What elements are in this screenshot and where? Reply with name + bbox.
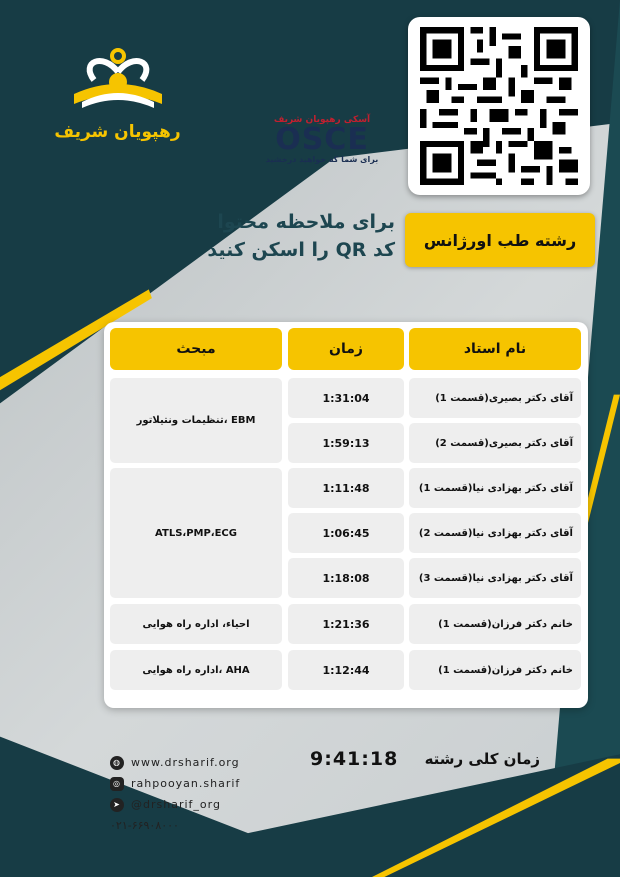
contact-info <box>110 752 270 836</box>
contact-phone[interactable] <box>110 815 270 836</box>
contact-telegram[interactable] <box>110 794 270 815</box>
table-row-time: 1:59:13 <box>288 423 404 463</box>
table-topic-cell: EBM ،تنظیمات ونتیلاتور <box>110 378 282 463</box>
telegram-text: @drsharif_org <box>131 798 221 811</box>
total-time-label: زمان کلی رشته <box>424 750 540 768</box>
website-text: www.drsharif.org <box>131 756 240 769</box>
table-row-instructor: آقای دکتر بصیری(قسمت 1) <box>409 378 581 418</box>
table-topic-cell: AHA ،اداره راه هوایی <box>110 650 282 690</box>
contact-instagram[interactable] <box>110 773 270 794</box>
phone-text: ۰۲۱-۶۶۹۰۸۰۰۰ <box>110 819 179 832</box>
scan-instruction <box>175 208 395 264</box>
field-title: رشته طب اورژانس <box>405 213 595 267</box>
osce-logo <box>246 115 398 164</box>
table-row-time: 1:11:48 <box>288 468 404 508</box>
table-row-instructor: آقای دکتر بهزادی نیا(قسمت 1) <box>409 468 581 508</box>
table-row-instructor: آقای دکتر بهزادی نیا(قسمت 3) <box>409 558 581 598</box>
table-row-time: 1:18:08 <box>288 558 404 598</box>
table-row-instructor: آقای دکتر بصیری(قسمت 2) <box>409 423 581 463</box>
logo-text: رهپویان شریف <box>54 122 181 142</box>
table-row-time: 1:31:04 <box>288 378 404 418</box>
header-time: زمان <box>288 328 404 370</box>
instagram-icon: ◎ <box>110 777 124 791</box>
scan-instruction-line2: کد QR را اسکن کنید <box>207 239 395 261</box>
total-duration <box>310 748 540 770</box>
brand-logo <box>50 44 185 142</box>
instagram-text: rahpooyan.sharif <box>131 777 241 790</box>
table-topic-cell: احیاء، اداره راه هوایی <box>110 604 282 644</box>
table-row-time: 1:21:36 <box>288 604 404 644</box>
header-topic: مبحث <box>110 328 282 370</box>
osce-wordmark: OSCE <box>275 122 369 157</box>
table-row-instructor: خانم دکتر فرزان(قسمت 1) <box>409 650 581 690</box>
osce-tagline-bottom: برای شما که خواهید درخشید <box>265 155 379 164</box>
telegram-icon: ➤ <box>110 798 124 812</box>
schedule-table <box>104 322 588 708</box>
table-topic-cell: ATLS،PMP،ECG <box>110 468 282 598</box>
osce-tagline-top: آسکی رهپویان شریف <box>273 115 371 125</box>
header-instructor: نام استاد <box>409 328 581 370</box>
scan-instruction-line1: برای ملاحظه محتوا <box>217 211 395 233</box>
table-row-instructor: خانم دکتر فرزان(قسمت 1) <box>409 604 581 644</box>
total-time-value: 9:41:18 <box>310 748 399 770</box>
table-row-time: 1:06:45 <box>288 513 404 553</box>
contact-website[interactable] <box>110 752 270 773</box>
qr-code-icon <box>418 27 580 185</box>
logo-emblem-icon <box>68 44 168 114</box>
table-row-time: 1:12:44 <box>288 650 404 690</box>
qr-code[interactable] <box>408 17 590 195</box>
globe-icon: ◍ <box>110 756 124 770</box>
table-row-instructor: آقای دکتر بهزادی نیا(قسمت 2) <box>409 513 581 553</box>
